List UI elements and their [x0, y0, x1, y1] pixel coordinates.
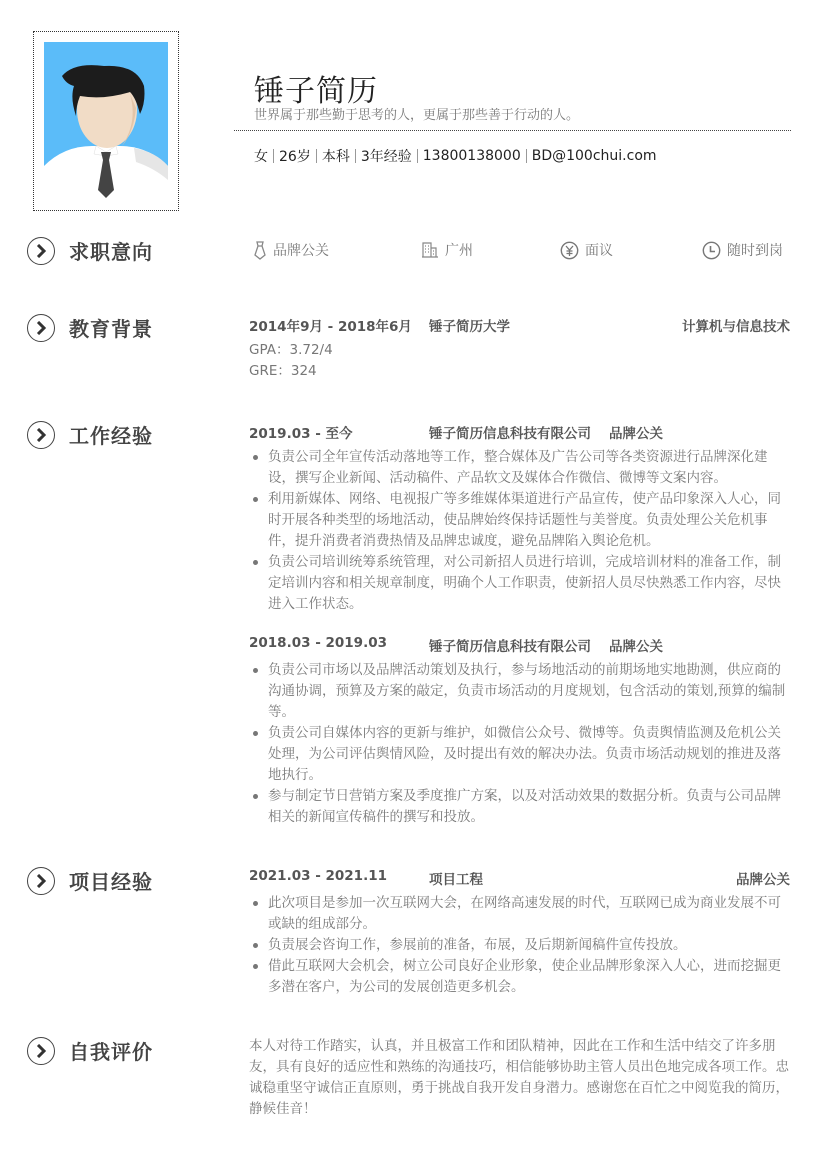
tie-icon	[253, 240, 267, 260]
intent-city-label: 广州	[445, 243, 473, 259]
job-bullets	[249, 447, 794, 615]
info-separator	[526, 149, 527, 163]
chevron-right-icon	[27, 867, 55, 895]
section-title: 求职意向	[69, 240, 153, 264]
photo-frame	[33, 31, 179, 211]
intent-city	[421, 240, 473, 260]
clock-icon	[702, 241, 721, 260]
info-gender: 女	[254, 149, 268, 165]
section-title: 教育背景	[69, 317, 153, 341]
self-evaluation-text: 本人对待工作踏实，认真，并且极富工作和团队精神，因此在工作和生活中结交了许多朋友，具有良好的适应性和熟练的沟通技巧，相信能够协助主管人员出色地完成各项工作。忠诚稳重坚守诚信正直原则，勇于挑战自我开发自身潜力。感谢您在百忙之中阅览我的简历，静候佳音！	[249, 1038, 789, 1117]
resume-motto: 世界属于那些勤于思考的人，更属于那些善于行动的人。	[254, 108, 580, 123]
section-project-header	[27, 866, 153, 895]
section-title: 项目经验	[69, 870, 153, 894]
job-bullets	[249, 660, 794, 828]
project-role: 品牌公关	[736, 872, 790, 888]
project-period: 2021.03 - 2021.11	[249, 868, 387, 884]
intent-availability-label: 随时到岗	[727, 243, 783, 259]
education-major: 计算机与信息技术	[682, 319, 790, 335]
info-age: 26岁	[279, 149, 311, 165]
info-degree: 本科	[321, 149, 350, 165]
list-item: 负责公司市场以及品牌活动策划及执行，参与场地活动的前期场地实地勘测，供应商的沟通协调，预算及方案的敲定，负责市场活动的月度规划，包含活动的策划,预算的编制等。	[249, 660, 794, 723]
info-separator	[355, 149, 356, 163]
personal-info	[254, 146, 657, 166]
info-separator	[273, 149, 274, 163]
info-phone: 13800138000	[422, 148, 521, 164]
chevron-right-icon	[27, 314, 55, 342]
resume-name: 锤子简历	[254, 74, 378, 109]
list-item: 参与制定节日营销方案及季度推广方案，以及对活动效果的数据分析。负责与公司品牌相关的新闻宣传稿件的撰写和投放。	[249, 786, 794, 828]
project-name: 项目工程	[429, 872, 483, 888]
education-gre: GRE：324	[249, 363, 317, 379]
avatar	[44, 42, 168, 200]
job-role: 品牌公关	[609, 426, 663, 442]
intent-position	[253, 240, 329, 260]
section-work-header	[27, 420, 153, 449]
list-item: 负责公司自媒体内容的更新与维护，如微信公众号、微博等。负责舆情监测及危机公关处理，为公司评估舆情风险，及时提出有效的解决办法。负责市场活动规划的推进及落地执行。	[249, 723, 794, 786]
intent-salary	[560, 240, 613, 260]
project-bullets	[249, 893, 794, 998]
list-item: 负责公司全年宣传活动落地等工作，整合媒体及广告公司等各类资源进行品牌深化建设，撰写企业新闻、活动稿件、产品软文及媒体合作微信、微博等文案内容。	[249, 447, 794, 489]
job-role: 品牌公关	[609, 639, 663, 655]
job-period: 2018.03 - 2019.03	[249, 635, 387, 651]
education-school: 锤子简历大学	[429, 319, 510, 335]
avatar-man-icon	[44, 42, 168, 200]
job-period: 2019.03 - 至今	[249, 426, 353, 442]
chevron-right-icon	[27, 237, 55, 265]
education-gpa: GPA：3.72/4	[249, 342, 333, 358]
list-item: 利用新媒体、网络、电视报广等多维媒体渠道进行产品宣传，使产品印象深入人心，同时开展各种类型的场地活动，使品牌始终保持话题性与美誉度。负责处理公关危机事件，提升消费者消费热情及品牌忠诚度，避免品牌陷入舆论危机。	[249, 489, 794, 552]
info-separator	[316, 149, 317, 163]
info-email[interactable]: BD@100chui.com	[531, 148, 657, 164]
list-item: 借此互联网大会机会，树立公司良好企业形象，使企业品牌形象深入人心，进而挖掘更多潜在客户，为公司的发展创造更多机会。	[249, 956, 794, 998]
intent-salary-label: 面议	[585, 243, 613, 259]
info-experience: 3年经验	[360, 149, 412, 165]
list-item: 此次项目是参加一次互联网大会，在网络高速发展的时代，互联网已成为商业发展不可或缺的组成部分。	[249, 893, 794, 935]
list-item: 负责公司培训统筹系统管理，对公司新招人员进行培训，完成培训材料的准备工作，制定培训内容和相关规章制度，明确个人工作职责，使新招人员尽快熟悉工作内容，尽快进入工作状态。	[249, 552, 794, 615]
section-education-header	[27, 313, 153, 342]
building-icon	[421, 241, 439, 259]
section-self-header	[27, 1036, 153, 1065]
intent-position-label: 品牌公关	[273, 243, 329, 259]
section-title: 自我评价	[69, 1040, 153, 1064]
section-intent-header	[27, 236, 153, 265]
section-title: 工作经验	[69, 424, 153, 448]
intent-availability	[702, 240, 783, 260]
header-divider	[234, 130, 791, 131]
chevron-right-icon	[27, 1037, 55, 1065]
info-separator	[417, 149, 418, 163]
chevron-right-icon	[27, 421, 55, 449]
list-item: 负责展会咨询工作，参展前的准备，布展，及后期新闻稿件宣传投放。	[249, 935, 794, 956]
job-company: 锤子简历信息科技有限公司	[429, 426, 591, 442]
job-company: 锤子简历信息科技有限公司	[429, 639, 591, 655]
education-period: 2014年9月 - 2018年6月	[249, 319, 412, 335]
yen-icon	[560, 241, 579, 260]
